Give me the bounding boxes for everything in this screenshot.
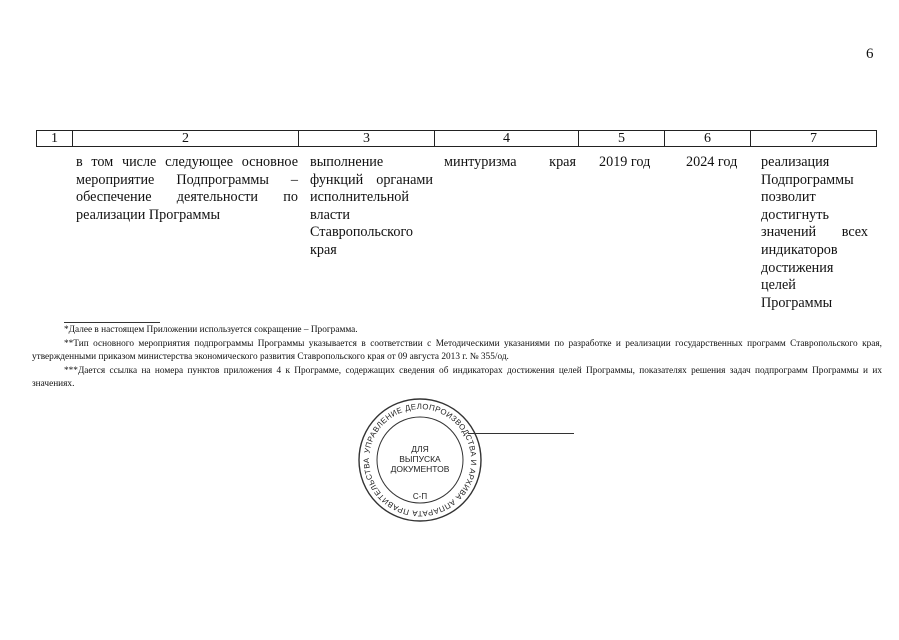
column-number-7: 7 bbox=[751, 131, 877, 147]
column-number-1: 1 bbox=[37, 131, 73, 147]
footnote-3: ***Дается ссылка на номера пунктов приложения 4 к Программе, содержащих сведения об индикаторах достижения целей Программы, показателях решения задач подпрограмм Программы и их значениях. bbox=[32, 365, 882, 389]
column-number-2: 2 bbox=[73, 131, 299, 147]
activity-name-cell: в том числе следующее основное мероприятие Подпрограммы – обеспечение деятельности по реализации Программы bbox=[76, 154, 298, 223]
stamp-line-3: ДОКУМЕНТОВ bbox=[390, 464, 450, 474]
footnotes bbox=[32, 324, 882, 392]
end-year-cell: 2024 год bbox=[686, 154, 738, 170]
column-number-6: 6 bbox=[665, 131, 751, 147]
column-number-header bbox=[36, 130, 877, 147]
column-number-5: 5 bbox=[579, 131, 665, 147]
signature-line bbox=[468, 433, 574, 434]
stamp-line-1: ДЛЯ bbox=[411, 444, 429, 454]
column-number-3: 3 bbox=[299, 131, 435, 147]
start-year-cell: 2019 год bbox=[599, 154, 651, 170]
expected-result-cell: реализация Подпрограммы позволит достигнуть значений всех индикаторов достижения целей Программы bbox=[761, 154, 868, 311]
footnote-2: **Тип основного мероприятия подпрограммы Программы указывается в соответствии с Методическими указаниями по разработке и реализации государственных программ Ставропольского края, утвержденными приказом министерства экономического развития Ставропольского края от 09 августа 2013 г. № 355/од. bbox=[32, 338, 882, 362]
footnote-1: *Далее в настоящем Приложении используется сокращение – Программа. bbox=[64, 325, 358, 335]
footnote-separator bbox=[64, 322, 160, 323]
stamp-line-2: ВЫПУСКА bbox=[399, 454, 441, 464]
activity-type-cell: выполнение функций органами исполнительной власти Ставропольского края bbox=[310, 154, 433, 258]
responsible-executor-cell: минтуризма края bbox=[444, 154, 576, 170]
stamp-code: С-П bbox=[412, 492, 428, 501]
office-stamp bbox=[356, 396, 484, 524]
page-number: 6 bbox=[866, 46, 874, 62]
stamp-seal-graphic bbox=[356, 396, 484, 524]
svg-text:УПРАВЛЕНИЕ ДЕЛОПРОИЗВОДСТВА И: УПРАВЛЕНИЕ ДЕЛОПРОИЗВОДСТВА И АРХИВА АППАРАТА ПРАВИТЕЛЬСТВА bbox=[361, 401, 479, 519]
column-number-4: 4 bbox=[435, 131, 579, 147]
